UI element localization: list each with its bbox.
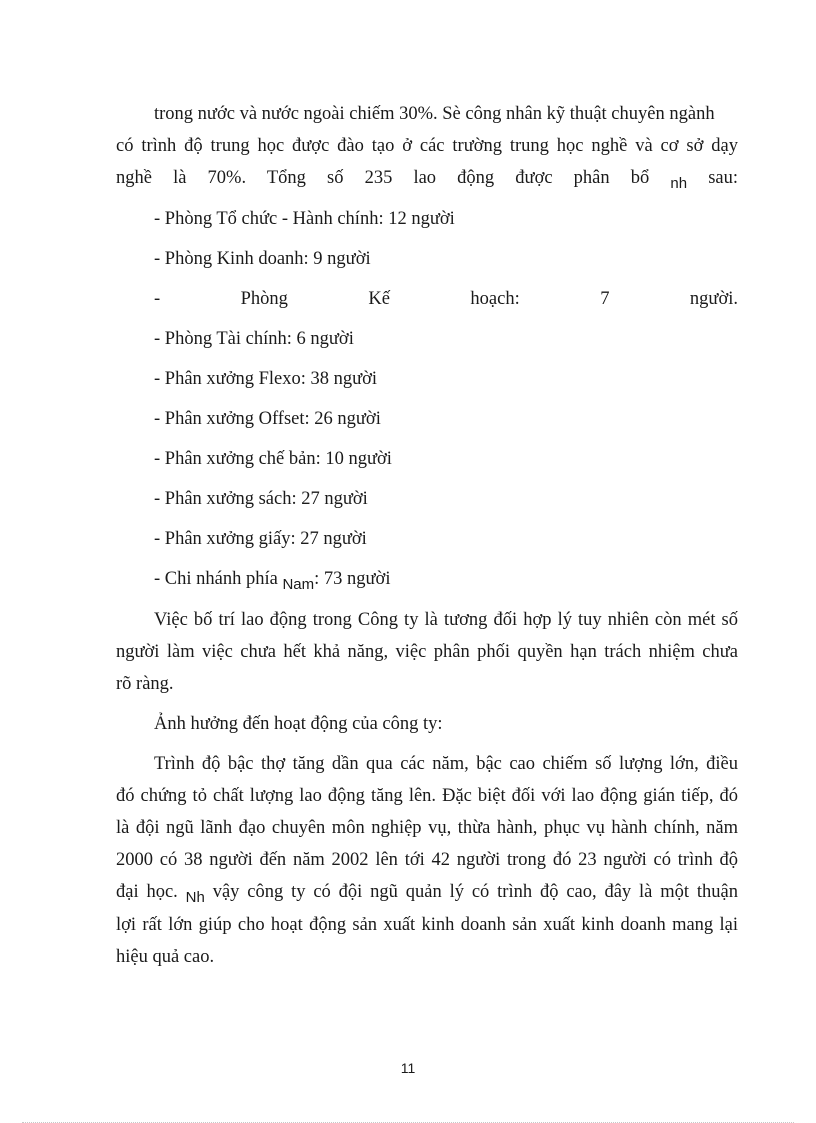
list-item bbox=[116, 563, 738, 596]
list-item: - Phòng Tài chính: 6 người bbox=[154, 329, 354, 349]
paragraph-3-line-2: đó chứng tỏ chất lượng lao động tăng lên. Đặc biệt đối với lao động gián tiếp, đó bbox=[116, 786, 738, 806]
list-item: - Phân xưởng Flexo: 38 người bbox=[154, 369, 378, 389]
paragraph-3-line-5-end: vậy công ty có đội ngũ quản lý có trình độ cao, đây là một thuận bbox=[212, 882, 738, 902]
paragraph-3-line-6: lợi rất lớn giúp cho hoạt động sản xuất kinh doanh sản xuất kinh doanh mang lại bbox=[116, 915, 738, 935]
subscript-fragment: Nam bbox=[282, 576, 315, 593]
paragraph-2-line-3: rõ ràng. bbox=[116, 674, 174, 694]
paragraph-1-line-3 bbox=[116, 162, 738, 195]
paragraph-1-line-3-end: sau: bbox=[708, 168, 739, 188]
body-text bbox=[116, 98, 738, 973]
paragraph-3-line-1: Trình độ bậc thợ tăng dần qua các năm, bậc cao chiếm số lượng lớn, điều bbox=[154, 754, 738, 774]
section-heading: Ảnh hưởng đến hoạt động của công ty: bbox=[154, 714, 443, 734]
list-item-text: - Chi nhánh phía bbox=[154, 569, 278, 589]
paragraph-3-line-7: hiệu quả cao. bbox=[116, 947, 215, 967]
paragraph-2-line-1: Việc bố trí lao động trong Công ty là tương đối hợp lý tuy nhiên còn mét số bbox=[154, 610, 738, 630]
list-item: - Phòng Kinh doanh: 9 người bbox=[154, 249, 371, 269]
list-item: - Phân xưởng giấy: 27 người bbox=[154, 529, 367, 549]
paragraph-3-line-5-text: đại học. bbox=[116, 882, 178, 902]
paragraph-2-line-2: người làm việc chưa hết khả năng, việc phân phối quyền hạn trách nhiệm chưa bbox=[116, 642, 738, 662]
list-item: - Phòng Kế hoạch: 7 người. bbox=[154, 289, 738, 309]
list-item-text-end: : 73 người bbox=[314, 569, 391, 589]
list-item: - Phân xưởng chế bản: 10 người bbox=[154, 449, 392, 469]
subscript-fragment: Nh bbox=[185, 889, 205, 906]
paragraph-3-line-5 bbox=[116, 876, 738, 909]
paragraph-1-line-2: có trình độ trung học được đào tạo ở các trường trung học nghề và cơ sở dạy bbox=[116, 136, 738, 156]
list-item: - Phân xưởng Offset: 26 người bbox=[154, 409, 381, 429]
list-item: - Phòng Tổ chức - Hành chính: 12 người bbox=[154, 209, 455, 229]
paragraph-3-line-4: 2000 có 38 người đến năm 2002 lên tới 42 người trong đó 23 người có trình độ bbox=[116, 850, 738, 870]
subscript-fragment: nh bbox=[670, 175, 688, 192]
page-number: 11 bbox=[400, 1060, 416, 1076]
paragraph-3-line-3: là đội ngũ lãnh đạo chuyên môn nghiệp vụ, thừa hành, phục vụ hành chính, năm bbox=[116, 818, 738, 838]
paragraph-1-line-3-text: nghề là 70%. Tổng số 235 lao động được phân bổ bbox=[116, 168, 650, 188]
list-item: - Phân xưởng sách: 27 người bbox=[154, 489, 368, 509]
paragraph-1-line-1: trong nước và nước ngoài chiếm 30%. Sè công nhân kỹ thuật chuyên ngành bbox=[154, 104, 715, 124]
